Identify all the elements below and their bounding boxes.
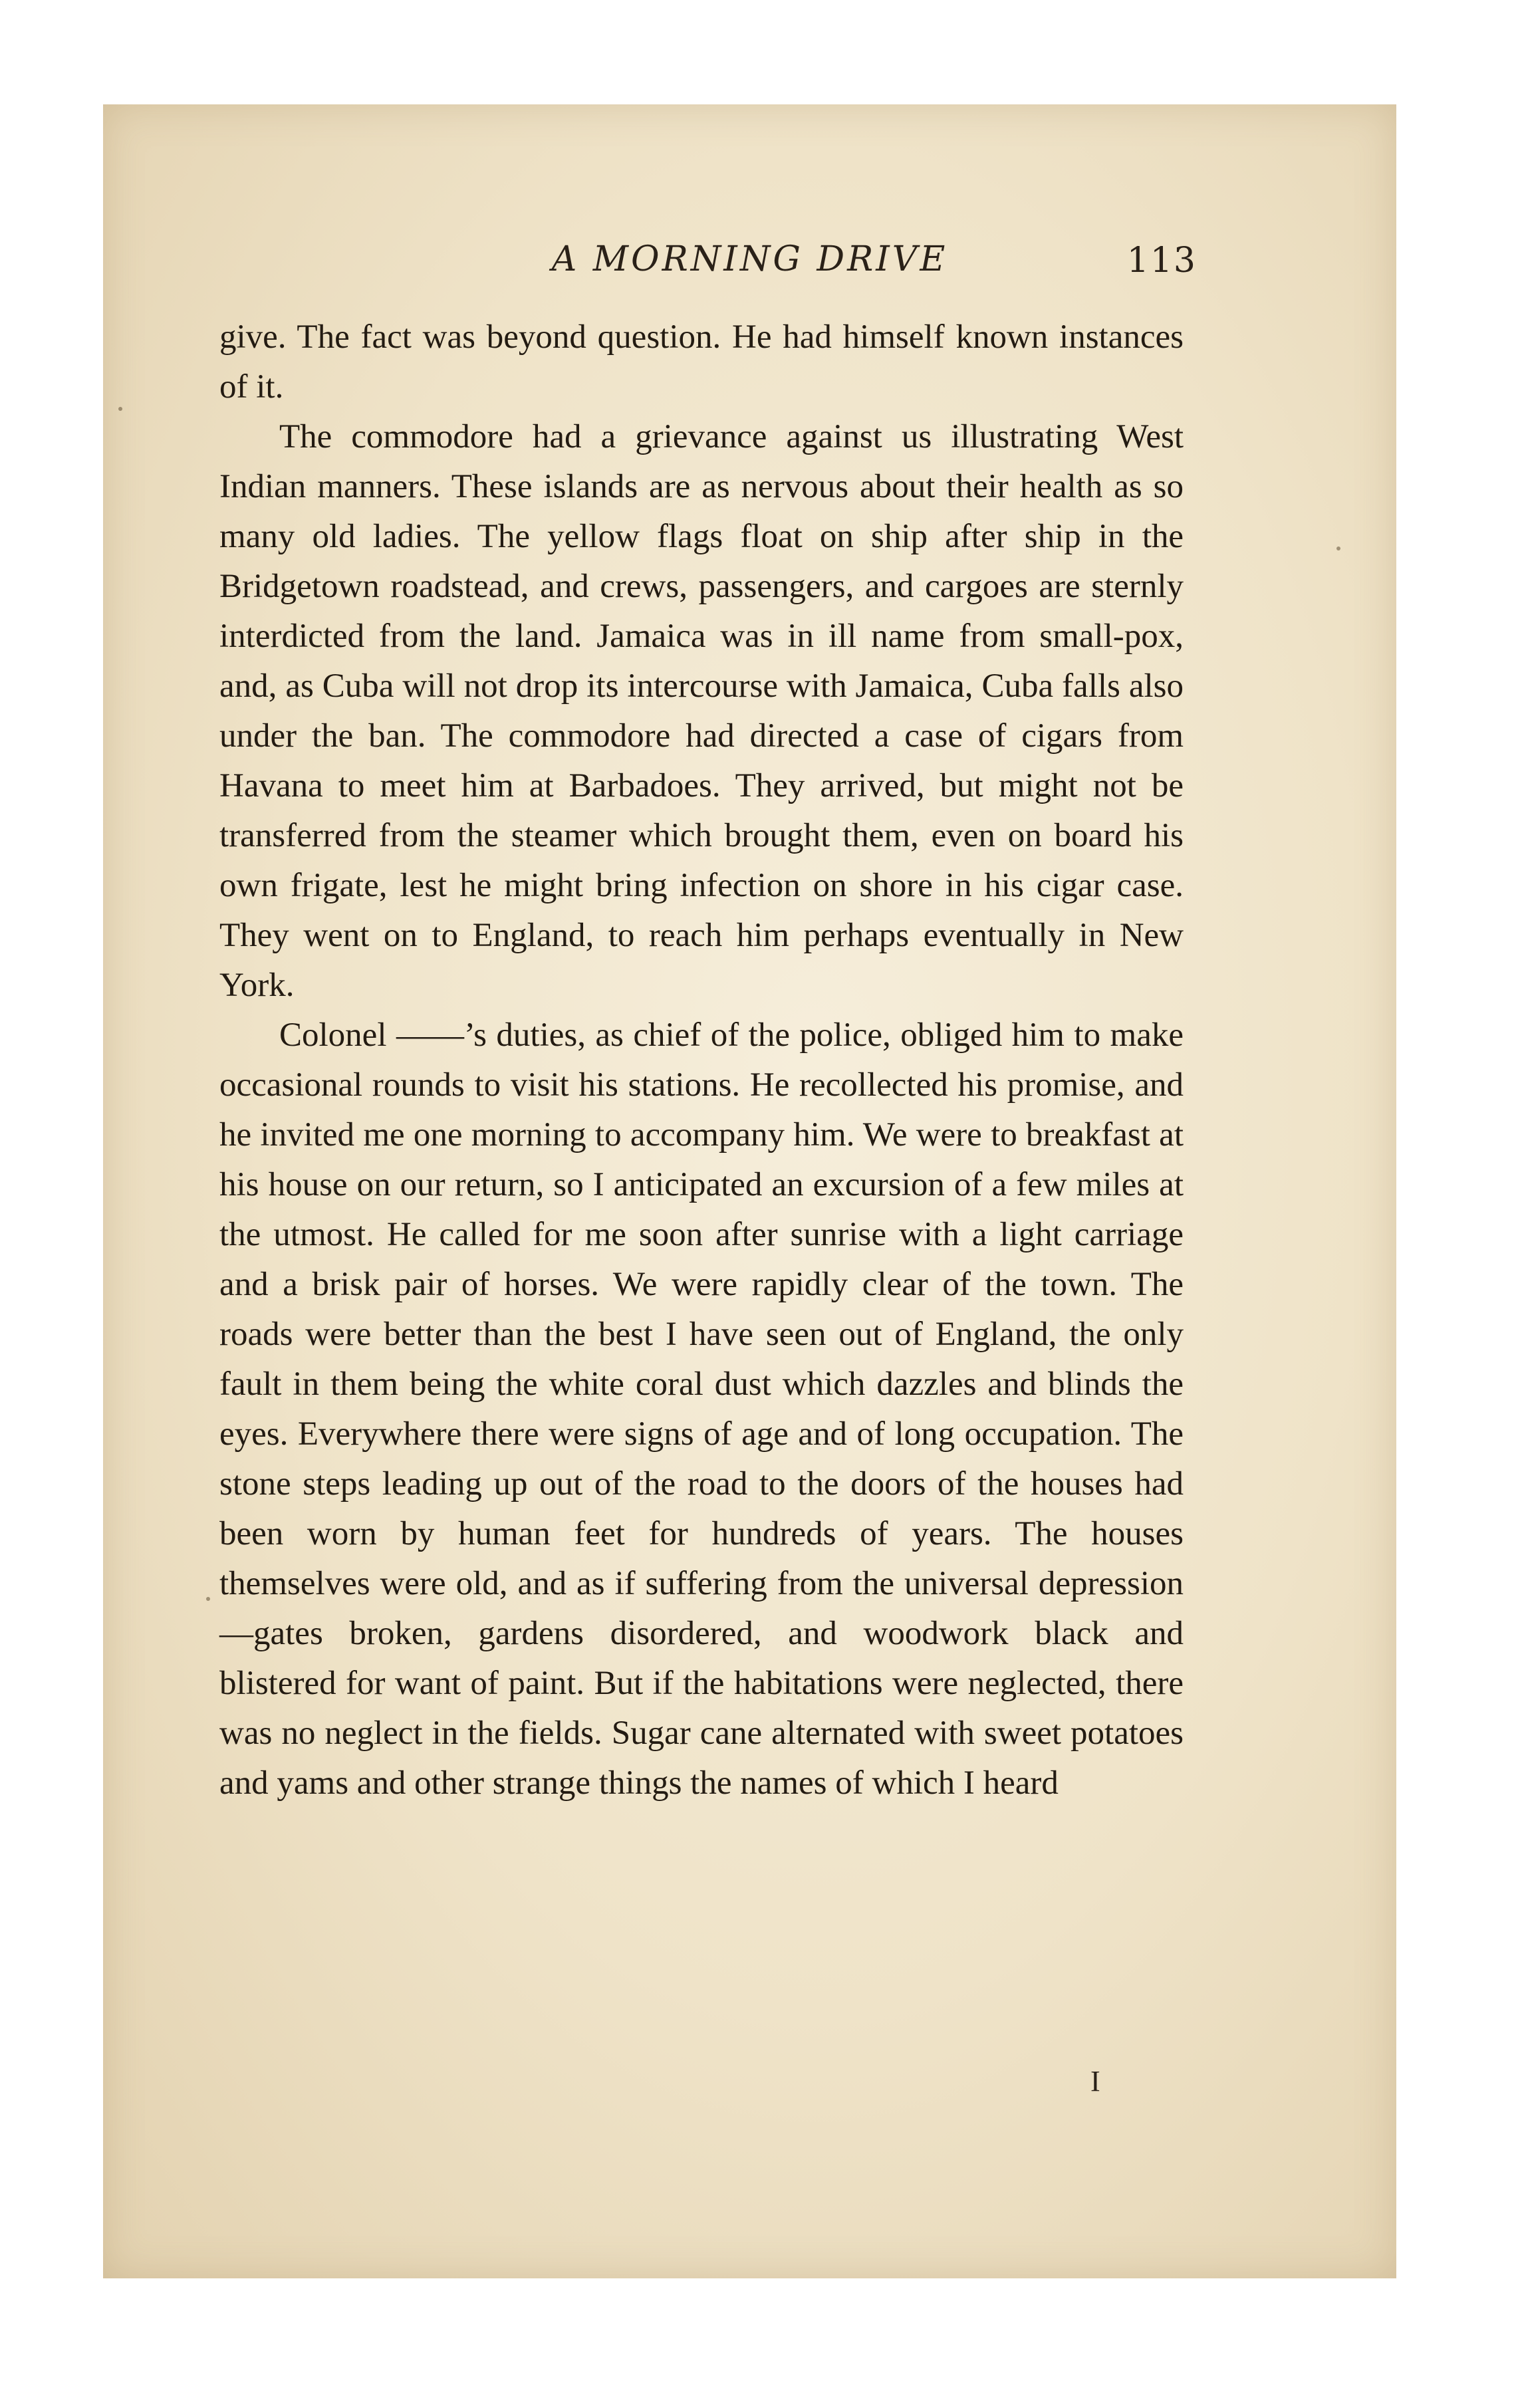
running-title: A MORNING DRIVE	[551, 239, 948, 279]
signature-mark: I	[1090, 2065, 1102, 2098]
paragraph-continued: give. The fact was beyond question. He had himself known instances of it.	[219, 318, 1184, 406]
scan-speck	[1336, 546, 1340, 550]
paragraph-colonel: Colonel ——’s duties, as chief of the police, obliged him to make occasional rounds to visit his stations. He recollected his promise, and he invited me one morning to accompany him. We were to breakfast at his house on our return, so I anticipated an excursion of a few miles at the utmost. He called for me soon after sunrise with a light carriage and a brisk pair of horses. We were rapidly clear of the town. The roads were better than the best I have seen out of England, the only fault in them being the white coral dust which dazzles and blinds the eyes. Everywhere there were signs of age and of long occupation. The stone steps leading up out of the road to the doors of the houses had been worn by human feet for hundreds of years. The houses themselves were old, and as if suffering from the universal depression—gates broken, gardens disordered, and woodwork black and blistered for want of paint. But if the habitations were neglected, there was no neglect in the fields. Sugar cane alternated with sweet potatoes and yams and other strange things the names of which I heard	[219, 1017, 1184, 1802]
body-text	[219, 312, 1184, 1808]
paragraph-commodore: The commodore had a grievance against us illustrating West Indian manners. These islands are as nervous about their health as so many old ladies. The yellow flags float on ship after ship in the Bridgetown roadstead, and crews, passengers, and cargoes are sternly interdicted from the land. Jamaica was in ill name from small-pox, and, as Cuba will not drop its intercourse with Jamaica, Cuba falls also under the ban. The commodore had directed a case of cigars from Havana to meet him at Barbadoes. They arrived, but might not be transferred from the steamer which brought them, even on board his own frigate, lest he might bring infection on shore in his cigar case. They went on to England, to reach him perhaps eventually in New York.	[219, 418, 1184, 1004]
scan-speck	[206, 1597, 210, 1601]
page-header	[103, 239, 1396, 286]
scan-speck	[118, 407, 122, 411]
page-number: 113	[1126, 241, 1197, 281]
